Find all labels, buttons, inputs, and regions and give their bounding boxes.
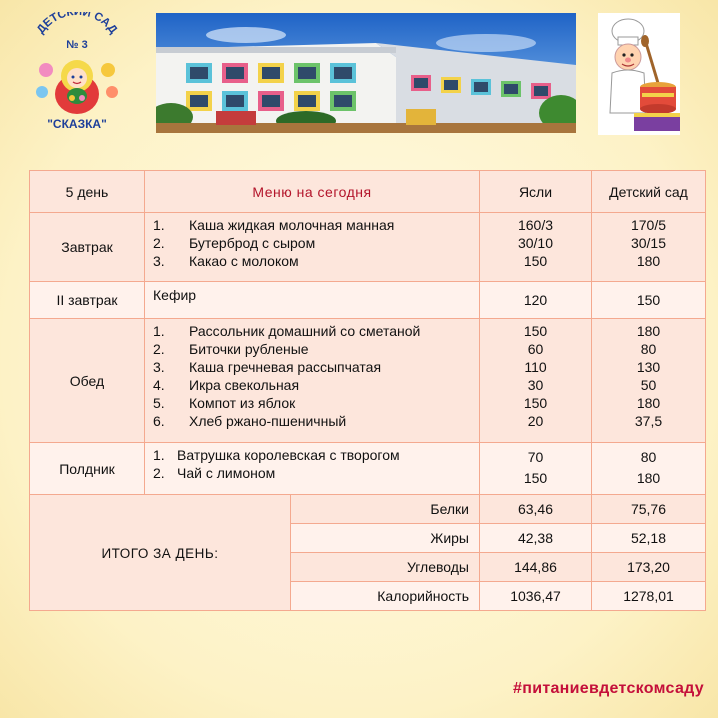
total-nursery-value: 1036,47	[480, 582, 592, 611]
portion-value: 30/15	[630, 235, 667, 251]
portion-value: 180	[636, 470, 661, 486]
cook-illustration	[598, 13, 680, 135]
dish-name: Бутерброд с сыром	[189, 235, 316, 251]
dish-number: 1.	[153, 323, 165, 339]
nursery-portions	[480, 319, 592, 443]
total-kindergarten-value: 75,76	[592, 495, 706, 524]
portion-value: 80	[640, 449, 657, 465]
nutrient-names	[291, 495, 480, 610]
list-item	[153, 376, 479, 394]
portion-value: 110	[524, 359, 547, 375]
list-item	[153, 340, 479, 358]
dish-number: 6.	[153, 413, 165, 429]
portion-value: 30/10	[517, 235, 554, 251]
page-title: Меню на сегодня	[145, 171, 480, 213]
kindergarten-portions	[592, 319, 706, 443]
list-item	[153, 322, 479, 340]
totals-label-layout	[30, 495, 479, 610]
nursery-portions	[480, 213, 592, 282]
dish-name: Какао с молоком	[189, 253, 299, 269]
dish-name: Каша гречневая рассыпчатая	[189, 359, 382, 375]
list-item	[153, 446, 479, 464]
dish-number: 2.	[153, 235, 165, 251]
cook-graphic	[598, 13, 680, 135]
dish-number: 2.	[153, 465, 165, 481]
dish-name: Ватрушка королевская с творогом	[177, 447, 400, 463]
dish-list	[145, 443, 480, 495]
meal-name: Полдник	[30, 443, 145, 495]
list-item	[153, 412, 479, 430]
portion-value: 170/5	[630, 217, 667, 233]
portion-value: 80	[640, 341, 657, 357]
day-label: 5 день	[30, 171, 145, 213]
dish-name: Каша жидкая молочная манная	[189, 217, 395, 233]
portion-value: 70	[527, 449, 544, 465]
list-item	[153, 234, 479, 252]
dish-number: 3.	[153, 253, 165, 269]
logo-number: № 3	[66, 39, 88, 51]
list-item	[153, 358, 479, 376]
svg-text:ДЕТСКИЙ САД	[35, 12, 119, 36]
totals-label-cell	[30, 495, 480, 611]
dish-name: Икра свекольная	[189, 377, 300, 393]
nursery-portions	[480, 443, 592, 495]
meal-row-second-breakfast	[30, 282, 706, 319]
portion-value: 150	[523, 253, 548, 269]
dish-number: 1.	[153, 447, 165, 463]
portion-value: 60	[527, 341, 544, 357]
portion-value: 150	[523, 470, 548, 486]
kindergarten-logo	[24, 12, 130, 134]
logo-top-text: ДЕТСКИЙ САД	[34, 12, 120, 37]
totals-label: ИТОГО ЗА ДЕНЬ:	[101, 545, 219, 561]
dish-list	[145, 319, 480, 443]
dish-number: 1.	[153, 217, 165, 233]
kindergarten-logo-graphic	[24, 12, 130, 134]
list-item	[153, 216, 479, 234]
portion-value: 120	[480, 282, 592, 319]
kindergarten-portions	[592, 213, 706, 282]
column-header-kindergarten: Детский сад	[592, 171, 706, 213]
portion-value: 180	[636, 253, 661, 269]
portion-value: 50	[640, 377, 657, 393]
nutrient-name: Жиры	[291, 524, 479, 553]
portion-value: 150	[592, 282, 706, 319]
portion-value: 180	[636, 395, 661, 411]
list-item	[153, 464, 479, 482]
nutrient-name: Белки	[291, 495, 479, 524]
portion-value: 150	[523, 323, 548, 339]
meal-row-breakfast	[30, 213, 706, 282]
meal-name: Обед	[30, 319, 145, 443]
dish-number: 4.	[153, 377, 165, 393]
menu-table	[29, 170, 706, 611]
dish-number: 2.	[153, 341, 165, 357]
logo-name: "СКАЗКА"	[47, 117, 107, 131]
portion-value: 180	[636, 323, 661, 339]
total-kindergarten-value: 173,20	[592, 553, 706, 582]
dish-name: Кефир	[145, 282, 480, 319]
dish-number: 3.	[153, 359, 165, 375]
table-header-row	[30, 171, 706, 213]
portion-value: 37,5	[634, 413, 663, 429]
dish-name: Хлеб ржано-пшеничный	[189, 413, 347, 429]
totals-row-protein	[30, 495, 706, 524]
dish-name: Рассольник домашний со сметаной	[189, 323, 421, 339]
list-item	[153, 252, 479, 270]
dish-list	[145, 213, 480, 282]
meal-row-afternoon-snack	[30, 443, 706, 495]
nutrient-name: Углеводы	[291, 553, 479, 582]
total-kindergarten-value: 1278,01	[592, 582, 706, 611]
meal-name: Завтрак	[30, 213, 145, 282]
total-nursery-value: 63,46	[480, 495, 592, 524]
dish-name: Чай с лимоном	[177, 465, 276, 481]
portion-value: 160/3	[517, 217, 554, 233]
dish-number: 5.	[153, 395, 165, 411]
building-photo-graphic	[156, 13, 576, 133]
meal-row-lunch	[30, 319, 706, 443]
totals-label-area	[30, 495, 291, 610]
kindergarten-portions	[592, 443, 706, 495]
kindergarten-building-photo	[156, 13, 576, 133]
total-kindergarten-value: 52,18	[592, 524, 706, 553]
column-header-nursery: Ясли	[480, 171, 592, 213]
portion-value: 20	[527, 413, 544, 429]
portion-value: 30	[527, 377, 544, 393]
nutrient-name: Калорийность	[291, 582, 479, 610]
list-item	[153, 394, 479, 412]
dish-name: Компот из яблок	[189, 395, 296, 411]
total-nursery-value: 42,38	[480, 524, 592, 553]
hashtag-text: #питаниевдетскомсаду	[513, 680, 704, 697]
meal-name: II завтрак	[30, 282, 145, 319]
total-nursery-value: 144,86	[480, 553, 592, 582]
dish-name: Биточки рубленые	[189, 341, 309, 357]
portion-value: 130	[636, 359, 661, 375]
portion-value: 150	[523, 395, 548, 411]
